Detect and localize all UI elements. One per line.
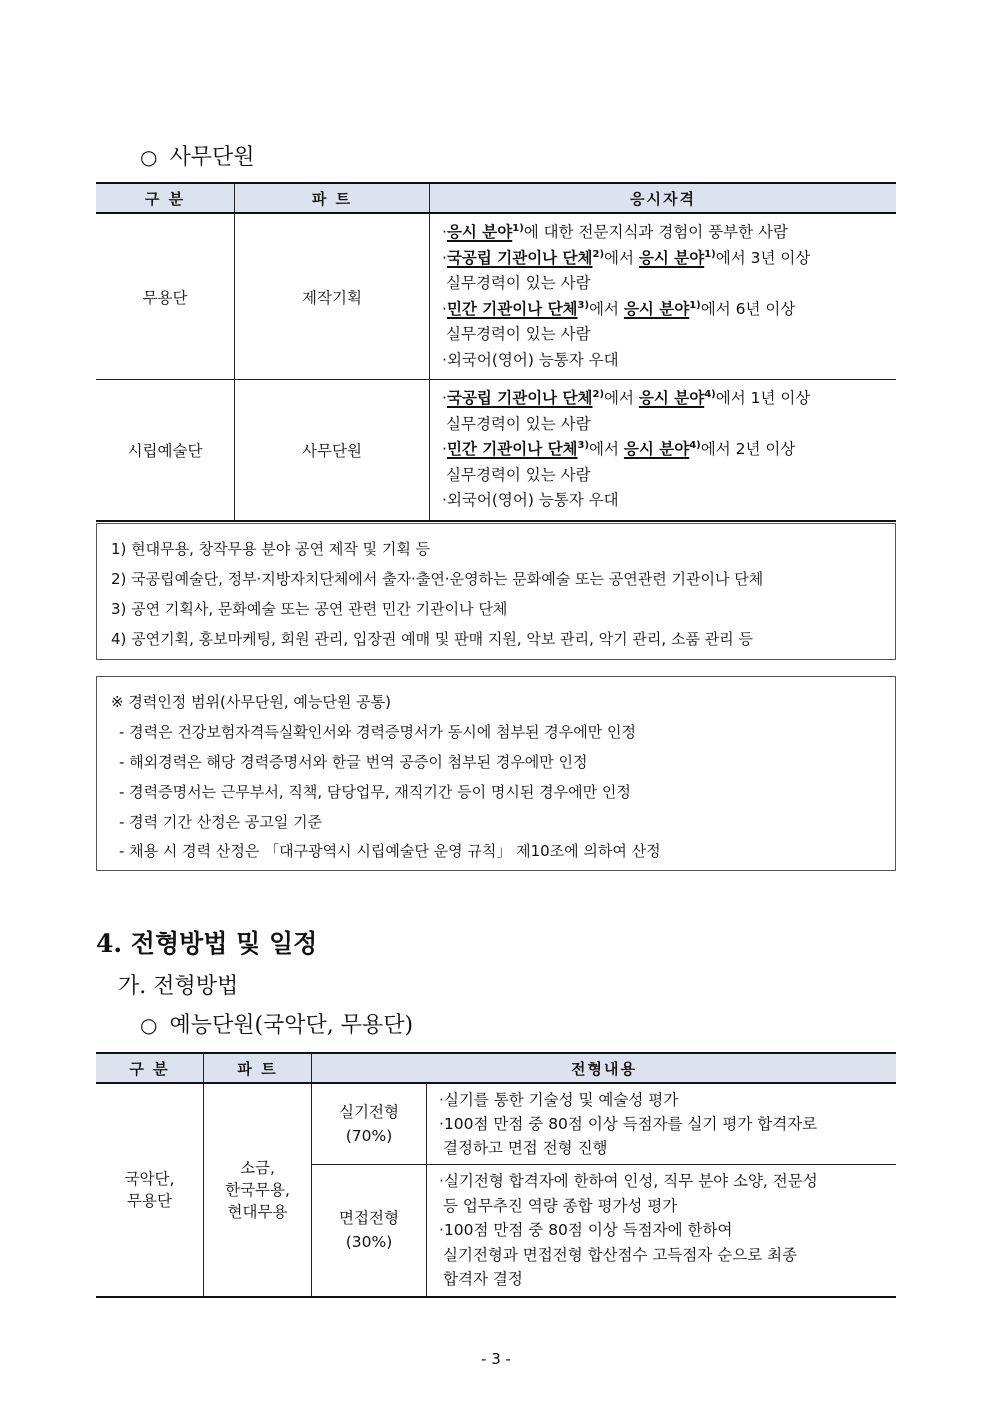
stage-weight: (70%)	[345, 1127, 393, 1145]
career-item: - 경력 기간 산정은 공고일 기준	[119, 813, 323, 831]
stage-name: 면접전형	[339, 1209, 399, 1228]
content-line-cont: 결정하고 면접 전형 진행	[443, 1139, 608, 1157]
section-title: 예능단원(국악단, 무용단)	[169, 1013, 414, 1038]
qual-line-cont: 실무경력이 있는 사람	[446, 325, 591, 343]
stage-cell	[312, 1083, 427, 1165]
section-title: 사무단원	[169, 145, 255, 170]
content-line-cont: 실기전형과 면접전형 합산점수 고득점자 순으로 최종	[443, 1245, 798, 1264]
qual-line: ·외국어(영어) 능통자 우대	[442, 491, 619, 509]
content-line-cont: 등 업무추진 역량 종합 평가성 평가	[443, 1196, 678, 1215]
career-item: - 경력은 건강보험자격득실확인서와 경력증명서가 동시에 첨부된 경우에만 인정	[119, 723, 636, 741]
header-qualification: 응시자격	[430, 183, 897, 213]
subsection-heading: 가. 전형방법	[118, 974, 239, 999]
footnote: 2) 국공립예술단, 정부·지방자치단체에서 출자·출연·운영하는 문화예술 또는 공연관련 기관이나 단체	[111, 570, 764, 588]
career-box-title: ※ 경력인정 범위(사무단원, 예능단원 공통)	[111, 693, 391, 711]
header-part: 파 트	[204, 1053, 312, 1083]
stage-weight: (30%)	[345, 1233, 393, 1252]
footnotes-box	[96, 523, 896, 660]
content-line-cont: 합격자 결정	[443, 1270, 523, 1288]
row-part: 사무단원	[235, 380, 430, 521]
header-category: 구 분	[96, 183, 235, 213]
career-recognition-box	[96, 676, 896, 871]
row-part: 소금, 한국무용, 현대무용	[204, 1083, 312, 1297]
header-part: 파 트	[235, 183, 430, 213]
footnote: 4) 공연기획, 홍보마케팅, 회원 관리, 입장권 예매 및 판매 지원, 악보 관리, 악기 관리, 소품 관리 등	[111, 630, 753, 648]
career-item: - 경력증명서는 근무부서, 직책, 담당업무, 재직기간 등이 명시된 경우에만 인정	[119, 783, 631, 801]
office-staff-table	[96, 182, 896, 522]
qual-line: ·국공립 기관이나 단체$^{2)}$에서 응시 분야$^{1)}$에서 3년 이상	[442, 248, 811, 267]
qualification-cell	[430, 380, 897, 521]
stage-content	[427, 1165, 897, 1297]
qual-line: ·민간 기관이나 단체$^{3)}$에서 응시 분야$^{1)}$에서 6년 이상	[442, 299, 796, 318]
qual-line: ·민간 기관이나 단체$^{3)}$에서 응시 분야$^{4)}$에서 2년 이상	[442, 439, 796, 458]
content-line: ·실기전형 합격자에 한하여 인성, 직무 분야 소양, 전문성	[439, 1172, 818, 1190]
section-heading-office	[140, 140, 254, 171]
circle-bullet-icon: ○	[140, 1013, 158, 1037]
career-item: - 해외경력은 해당 경력증명서와 한글 번역 공증이 첨부된 경우에만 인정	[119, 753, 588, 771]
footnote: 1) 현대무용, 창작무용 분야 공연 제작 및 기획 등	[111, 540, 431, 558]
table-row	[96, 1083, 896, 1165]
qual-line-cont: 실무경력이 있는 사람	[446, 274, 591, 292]
header-category: 구 분	[96, 1053, 204, 1083]
footnote: 3) 공연 기획사, 문화예술 또는 공연 관련 민간 기관이나 단체	[111, 600, 508, 618]
stage-name: 실기전형	[339, 1103, 399, 1121]
qualification-cell	[430, 213, 897, 380]
page-number: - 3 -	[481, 1350, 511, 1368]
content-line: ·100점 만점 중 80점 이상 득점자를 실기 평가 합격자로	[439, 1115, 818, 1133]
table-header-row	[96, 1053, 896, 1083]
qual-line-cont: 실무경력이 있는 사람	[446, 465, 591, 484]
row-group: 시립예술단	[96, 380, 235, 521]
qual-line: ·응시 분야$^{1)}$에 대한 전문지식과 경험이 풍부한 사람	[442, 222, 788, 241]
qual-line-cont: 실무경력이 있는 사람	[446, 414, 591, 433]
stage-content	[427, 1083, 897, 1165]
table-header-row	[96, 183, 896, 213]
chapter-heading: 4. 전형방법 및 일정	[96, 929, 318, 958]
content-line: ·100점 만점 중 80점 이상 득점자에 한하여	[439, 1221, 733, 1239]
circle-bullet-icon: ○	[140, 145, 158, 169]
row-group: 국악단, 무용단	[96, 1083, 204, 1297]
row-part: 제작기획	[235, 213, 430, 380]
table-row	[96, 380, 896, 521]
content-line: ·실기를 통한 기술성 및 예술성 평가	[439, 1091, 679, 1109]
qual-line: ·외국어(영어) 능통자 우대	[442, 350, 619, 369]
selection-method-table	[96, 1052, 896, 1298]
row-group: 무용단	[96, 213, 235, 380]
stage-cell	[312, 1165, 427, 1297]
table-row	[96, 213, 896, 380]
header-content: 전형내용	[312, 1053, 897, 1083]
career-item: - 채용 시 경력 산정은 「대구광역시 시립예술단 운영 규칙」 제10조에 의하여 산정	[119, 842, 661, 860]
section-heading-performers	[140, 1008, 413, 1039]
qual-line: ·국공립 기관이나 단체$^{2)}$에서 응시 분야$^{4)}$에서 1년 이상	[442, 388, 811, 407]
